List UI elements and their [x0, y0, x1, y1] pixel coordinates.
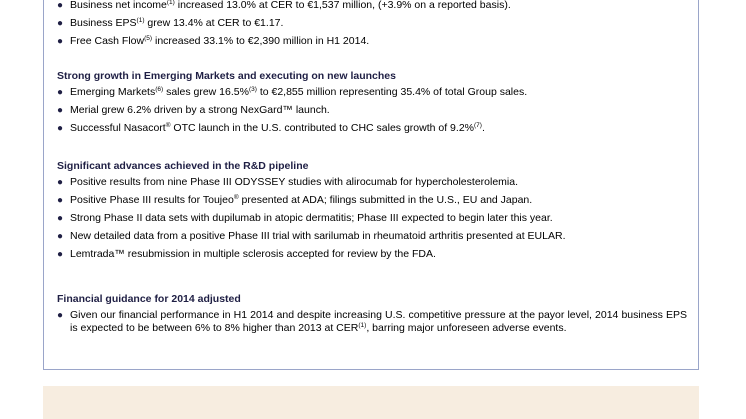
footnote-ref: (1) [166, 0, 175, 6]
section-rd-pipeline [57, 160, 687, 266]
footnote-ref: (3) [248, 86, 257, 93]
bullet-icon: ● [57, 87, 64, 98]
section-heading: Significant advances achieved in the R&D pipeline [57, 160, 309, 172]
bullet-icon: ● [57, 310, 64, 321]
section-heading: Financial guidance for 2014 adjusted [57, 293, 241, 305]
bullet-icon: ● [57, 231, 64, 242]
list-item [57, 212, 687, 225]
item-text: . [481, 122, 485, 134]
footnote-ref: (7) [474, 122, 482, 129]
item-text: Strong Phase II data sets with dupilumab in atopic dermatitis; Phase III expected to begin later this year. [70, 212, 553, 224]
item-text: increased 13.0% at CER to €1,537 million, (+3.9% on a reported basis). [174, 0, 511, 11]
footer-band [43, 386, 699, 419]
list-item [57, 122, 687, 135]
bullet-list [57, 309, 687, 335]
registered-mark: ® [165, 122, 171, 129]
section-earnings [57, 0, 687, 53]
list-item [57, 194, 687, 207]
item-text: Positive Phase III results for Toujeo [70, 194, 234, 206]
bullet-icon: ● [57, 0, 64, 11]
list-item [57, 248, 687, 261]
item-text: New detailed data from a positive Phase III trial with sarilumab in rheumatoid arthritis presented at EULAR. [70, 230, 566, 242]
list-item [57, 86, 687, 99]
list-item [57, 309, 687, 335]
item-text: sales grew 16.5% [163, 86, 249, 98]
bullet-list [57, 176, 687, 261]
item-text: Given our financial performance in H1 2014 and despite increasing U.S. competitive pressure at the payor level, 2014 business EPS is expected to be between 6% to 8% higher than 2013 at CER [70, 309, 687, 334]
bullet-icon: ● [57, 195, 64, 206]
list-item [57, 17, 687, 30]
bullet-list [57, 0, 687, 48]
bullet-icon: ● [57, 177, 64, 188]
bullet-icon: ● [57, 18, 64, 29]
item-text: to €2,855 million representing 35.4% of total Group sales. [256, 86, 528, 98]
list-item [57, 35, 687, 48]
section-heading: Strong growth in Emerging Markets and executing on new launches [57, 70, 396, 82]
bullet-icon: ● [57, 213, 64, 224]
bullet-icon: ● [57, 123, 64, 134]
item-text: Successful Nasacort [70, 122, 166, 134]
footnote-ref: (6) [155, 86, 164, 93]
footnote-ref: (5) [144, 35, 153, 42]
item-text: Emerging Markets [70, 86, 156, 98]
section-guidance [57, 293, 687, 335]
item-text: Lemtrada™ resubmission in multiple sclerosis accepted for review by the FDA. [70, 248, 436, 260]
list-item [57, 0, 687, 12]
item-text: Business net income [70, 0, 167, 11]
list-item [57, 104, 687, 117]
item-text: Positive results from nine Phase III ODYSSEY studies with alirocumab for hypercholesterolemia. [70, 176, 519, 188]
item-text: Business EPS [70, 17, 137, 29]
list-item [57, 230, 687, 243]
footnote-ref: (1) [136, 17, 145, 24]
registered-mark: ® [233, 194, 239, 201]
item-text: Free Cash Flow [70, 35, 145, 47]
item-text: , barring major unforeseen adverse events. [366, 322, 567, 334]
section-growth [57, 70, 687, 140]
bullet-icon: ● [57, 105, 64, 116]
footnote-ref: (1) [358, 322, 367, 329]
highlights-box [43, 0, 699, 370]
bullet-icon: ● [57, 249, 64, 260]
item-text: Merial grew 6.2% driven by a strong NexGard™ launch. [70, 104, 330, 116]
item-text: increased 33.1% to €2,390 million in H1 2014. [152, 35, 370, 47]
list-item [57, 176, 687, 189]
bullet-list [57, 86, 687, 135]
item-text: OTC launch in the U.S. contributed to CHC sales growth of 9.2% [170, 122, 474, 134]
item-text: grew 13.4% at CER to €1.17. [144, 17, 284, 29]
bullet-icon: ● [57, 36, 64, 47]
item-text: presented at ADA; filings submitted in the U.S., EU and Japan. [238, 194, 533, 206]
